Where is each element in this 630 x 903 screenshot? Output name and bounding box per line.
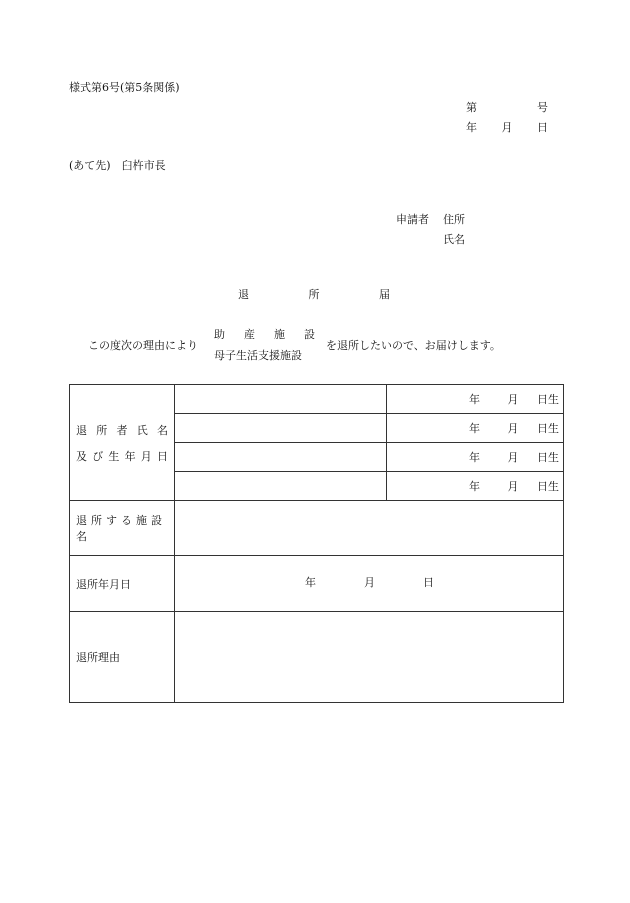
label-char: 日 — [156, 449, 168, 463]
birth-year: 年 — [469, 422, 480, 435]
person-birthdate-field[interactable] — [387, 443, 564, 472]
facility-name-label — [70, 501, 175, 556]
persons-label-cell — [70, 385, 175, 501]
facility-name-field[interactable] — [175, 501, 564, 556]
persons-label-line2 — [76, 448, 168, 464]
person-name-field[interactable] — [175, 443, 387, 472]
label-char: び — [92, 449, 104, 463]
birth-day: 日生 — [537, 451, 559, 464]
label-char: 年 — [124, 449, 136, 463]
label-char: 氏 — [136, 423, 148, 437]
form-table — [69, 384, 564, 703]
leave-reason-label-text: 退所理由 — [76, 651, 120, 664]
doc-no-suffix: 号 — [537, 101, 548, 114]
label-char: 名 — [157, 423, 168, 437]
person-birthdate-field[interactable] — [387, 385, 564, 414]
birth-month: 月 — [507, 451, 519, 464]
leave-date-label-text: 退所年月日 — [76, 577, 131, 591]
person-name-field[interactable] — [175, 472, 387, 501]
facility-option-maternity — [214, 326, 315, 342]
leave-reason-field[interactable] — [175, 612, 564, 703]
label-char: 所 — [96, 423, 108, 437]
person-name-field[interactable] — [175, 414, 387, 443]
applicant-label: 申請者 — [396, 213, 429, 226]
leave-date-field[interactable] — [175, 556, 564, 612]
statement-prefix: この度次の理由により — [88, 339, 198, 352]
birth-year: 年 — [469, 393, 480, 406]
facility-option-mother-child: 母子生活支援施設 — [214, 349, 302, 362]
persons-label-line1 — [76, 422, 168, 438]
label-char: 及 — [76, 449, 87, 463]
leave-date-label — [70, 556, 175, 612]
title-char: 退 — [238, 288, 249, 301]
date-year: 年 — [466, 121, 477, 134]
leave-date-month: 月 — [364, 575, 375, 589]
label-char: 月 — [140, 449, 152, 463]
birth-month: 月 — [507, 480, 519, 493]
form-number: 様式第6号(第5条関係) — [69, 81, 180, 94]
birth-day: 日生 — [537, 480, 559, 493]
document-title — [238, 286, 390, 302]
statement-suffix: を退所したいので、お届けします。 — [326, 339, 501, 352]
label-char: 者 — [116, 423, 128, 437]
birth-year: 年 — [469, 451, 480, 464]
option-char: 施 — [274, 328, 285, 341]
leave-reason-label — [70, 612, 175, 703]
addressee: (あて先) 臼杵市長 — [69, 159, 166, 172]
date-month: 月 — [501, 121, 513, 134]
person-birthdate-field[interactable] — [387, 414, 564, 443]
person-name-field[interactable] — [175, 385, 387, 414]
option-char: 産 — [244, 328, 255, 341]
title-char: 所 — [308, 288, 320, 301]
document-date — [466, 119, 548, 135]
applicant-address-label: 住所 — [443, 213, 465, 226]
birth-month: 月 — [507, 393, 519, 406]
leave-date-day: 日 — [423, 575, 434, 589]
date-day: 日 — [537, 121, 548, 134]
doc-no-prefix: 第 — [466, 101, 477, 114]
person-birthdate-field[interactable] — [387, 472, 564, 501]
facility-name-label-text: 退所する施設名 — [76, 514, 166, 543]
option-char: 助 — [214, 328, 225, 341]
document-number — [466, 99, 548, 115]
option-char: 設 — [304, 328, 315, 341]
birth-day: 日生 — [537, 393, 559, 406]
applicant-name-label: 氏名 — [443, 233, 465, 246]
title-char: 届 — [379, 288, 390, 301]
label-char: 生 — [108, 449, 120, 463]
leave-date-year: 年 — [305, 575, 316, 589]
birth-year: 年 — [469, 480, 480, 493]
birth-month: 月 — [507, 422, 519, 435]
birth-day: 日生 — [537, 422, 559, 435]
label-char: 退 — [76, 423, 87, 437]
